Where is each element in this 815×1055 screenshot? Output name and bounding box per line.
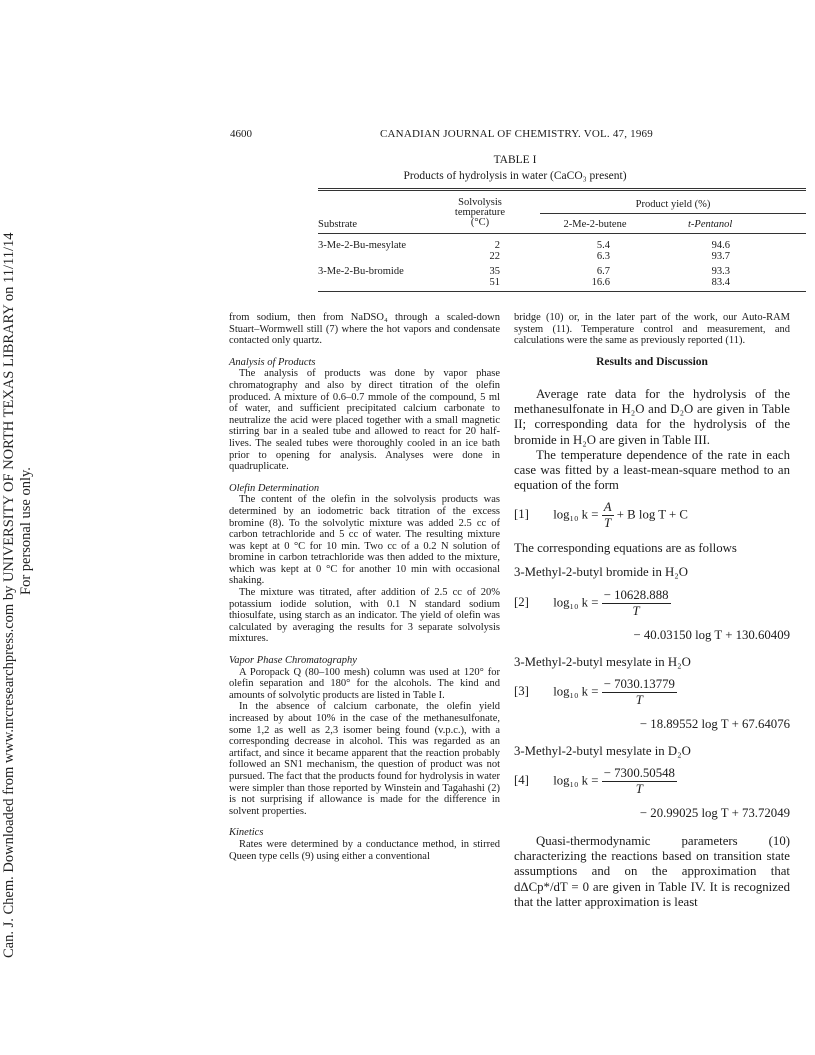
heading-kinetics: Kinetics bbox=[229, 827, 264, 839]
eq4-tail: − 20.99025 log T + 73.72049 bbox=[639, 806, 790, 820]
download-watermark bbox=[0, 0, 55, 1055]
row-temp: 35 bbox=[489, 266, 500, 277]
paragraph-kinetics: Rates were determined by a conductance method, in stirred Queen type cells (9) using either a conventional bbox=[229, 838, 500, 862]
eq4-fraction bbox=[602, 766, 677, 797]
eq2-numerator: − 10628.888 bbox=[603, 588, 669, 602]
equation-4 bbox=[514, 766, 794, 797]
paragraph-olefin-2: The mixture was titrated, after addition of 2.5 cc of 20% potassium iodide solution, with 0.1 N standard sodium thiosulfate, using starch as an indicator. The yield of olefin was calculated by averaging the results for 3 separate solvolysis mixtures. bbox=[229, 587, 500, 645]
eq1-rest: + B log T + C bbox=[616, 507, 688, 522]
eq2-denominator: T bbox=[632, 604, 640, 618]
heading-olefin: Olefin Determination bbox=[229, 482, 320, 494]
section-title: Results and Discussion bbox=[596, 355, 708, 368]
row-butene: 6.3 bbox=[596, 251, 610, 262]
paragraph-intro: from sodium, then from NaDSO₄ through a scaled-down Stuart–Wormwell still (7) where the hot vapors and condensate contacted only quartz. bbox=[229, 312, 500, 347]
paragraph-bridge: bridge (10) or, in the later part of the work, our Auto-RAM system (11). Temperature control and measurement, and calculations were the same as previously reported (11). bbox=[514, 312, 790, 347]
page-number: 4600 bbox=[230, 128, 252, 140]
eq3-lhs: log₁₀ k = bbox=[553, 684, 599, 699]
heading-analysis: Analysis of Products bbox=[229, 356, 316, 368]
table-bottom-rule bbox=[318, 291, 806, 292]
paragraph-analysis: The analysis of products was done by vapor phase chromatography and also by direct titration of the olefin produced. A mixture of 0.6–0.7 mmole of the compound, 5 ml of water, and sufficient precipitated calcium carbonate to neutralize the acid were placed together with a small magnetic stirring bar in a sealed tube and allowed to react for 20 half-lives. The sealed tubes were thoroughly cooled in an ice bath prior to opening for analysis. Analyses were done in quadruplicate. bbox=[229, 368, 500, 473]
eq4-numerator: − 7300.50548 bbox=[603, 766, 675, 780]
yield-rule bbox=[540, 213, 806, 214]
watermark-line-1: Can. J. Chem. Downloaded from www.nrcresearchpress.com by UNIVERSITY OF NORTH TEXAS LIBRARY on 11/11/14 bbox=[1, 232, 17, 958]
row-substrate: 3-Me-2-Bu-mesylate bbox=[318, 240, 407, 251]
equation-1 bbox=[514, 500, 794, 531]
right-column-bottom bbox=[514, 834, 790, 910]
left-column bbox=[229, 312, 500, 862]
table-caption: Products of hydrolysis in water (CaCO₃ present) bbox=[403, 170, 627, 182]
row-butene: 6.7 bbox=[596, 266, 610, 277]
table-mid-rule bbox=[318, 233, 806, 234]
eq3-fraction bbox=[602, 677, 677, 708]
corresponding-text: The corresponding equations are as follows bbox=[514, 541, 737, 555]
heading-vpc: Vapor Phase Chromatography bbox=[229, 655, 357, 667]
row-pentanol: 93.3 bbox=[711, 266, 730, 277]
row-temp: 2 bbox=[494, 240, 500, 251]
eq3-tail: − 18.89552 log T + 67.64076 bbox=[639, 717, 790, 731]
eq1-denominator: T bbox=[604, 516, 612, 530]
substance-2: 3-Methyl-2-butyl bromide in H₂O bbox=[514, 565, 688, 579]
eq3-label: [3] bbox=[514, 684, 529, 699]
eq4-denominator: T bbox=[635, 782, 643, 796]
paragraph-results-2: The temperature dependence of the rate in each case was fitted by a least-mean-square method to an equation of the form bbox=[514, 447, 790, 493]
row-pentanol: 83.4 bbox=[711, 277, 730, 288]
row-butene: 16.6 bbox=[591, 277, 610, 288]
row-substrate: 3-Me-2-Bu-bromide bbox=[318, 266, 404, 277]
paragraph-vpc-1: A Poropack Q (80–100 mesh) column was used at 120° for olefin separation and 180° for the alcohols. The kind and amounts of solvolytic products are listed in Table I. bbox=[229, 666, 500, 701]
header-temp-2: temperature bbox=[454, 207, 506, 218]
right-column-results bbox=[514, 387, 790, 493]
eq1-fraction bbox=[602, 500, 614, 531]
paragraph-vpc-2: In the absence of calcium carbonate, the olefin yield increased by about 10% in the case of the methanesulfonate, some 1,2 as well as 2,3 isomer being found (v.p.c.), with a corresponding decrease in alcohol. This was regarded as an artifact, and since it became apparent that the reaction probably followed an SN1 mechanism, the question of product was not pursued. The fact that the products found for hydrolysis in water were simpler than those reported by Winstein and Tagahashi (2) is not surprising if allowance is made for the difference in solvent properties. bbox=[229, 701, 500, 817]
header-substrate: Substrate bbox=[318, 219, 358, 230]
table-title: TABLE I bbox=[493, 154, 537, 166]
eq4-label: [4] bbox=[514, 773, 529, 788]
header-butene: 2-Me-2-butene bbox=[563, 219, 627, 230]
journal-header: CANADIAN JOURNAL OF CHEMISTRY. VOL. 47, 1969 bbox=[380, 128, 653, 140]
table-top-rule-2 bbox=[318, 190, 806, 191]
eq4-lhs: log₁₀ k = bbox=[553, 773, 599, 788]
eq2-tail: − 40.03150 log T + 130.60409 bbox=[633, 628, 790, 642]
row-temp: 51 bbox=[489, 277, 500, 288]
paragraph-results-1: Average rate data for the hydrolysis of the methanesulfonate in H₂O and D₂O are given in Table II; corresponding data for the hydrolysis of the bromide in H₂O are given in Table III. bbox=[514, 387, 790, 447]
substance-4: 3-Methyl-2-butyl mesylate in D₂O bbox=[514, 744, 691, 758]
substance-3: 3-Methyl-2-butyl mesylate in H₂O bbox=[514, 655, 691, 669]
eq1-label: [1] bbox=[514, 507, 529, 522]
table-top-rule bbox=[318, 188, 806, 189]
eq2-label: [2] bbox=[514, 595, 529, 610]
header-temp-3: (°C) bbox=[470, 217, 490, 228]
right-column-top bbox=[514, 312, 790, 376]
paragraph-quasi: Quasi-thermodynamic parameters (10) characterizing the reactions based on transition state assumptions and on the approximation that dΔCp*/dT = 0 are given in Table IV. It is recognized that the latter approximation is least bbox=[514, 834, 790, 909]
eq1-numerator: A bbox=[603, 500, 612, 514]
header-pentanol: t-Pentanol bbox=[688, 219, 733, 230]
eq3-denominator: T bbox=[635, 693, 643, 707]
eq2-fraction bbox=[602, 588, 671, 619]
paragraph-olefin-1: The content of the olefin in the solvolysis products was determined by an iodometric back titration of the excess bromine (8). To the solvolytic mixture was added 2.5 cc of carbon tetrachloride and 5 cc of water. The resulting mixture was kept at 0 °C for 10 min. Two cc of a 0.2 N solution of bromine in carbon tetrachloride was then added to the mixture, which was kept at 0 °C for another 10 min with occasional shaking. bbox=[229, 494, 500, 587]
row-butene: 5.4 bbox=[596, 240, 610, 251]
row-pentanol: 93.7 bbox=[711, 251, 730, 262]
row-temp: 22 bbox=[489, 251, 500, 262]
equation-3 bbox=[514, 677, 794, 708]
header-product-yield: Product yield (%) bbox=[635, 199, 711, 210]
equation-2 bbox=[514, 588, 794, 619]
row-pentanol: 94.6 bbox=[711, 240, 730, 251]
eq3-numerator: − 7030.13779 bbox=[603, 677, 675, 691]
header-temp-1: Solvolysis bbox=[458, 197, 502, 208]
eq2-lhs: log₁₀ k = bbox=[553, 595, 599, 610]
eq1-lhs: log₁₀ k = bbox=[553, 507, 599, 522]
watermark-line-2: For personal use only. bbox=[18, 467, 34, 595]
